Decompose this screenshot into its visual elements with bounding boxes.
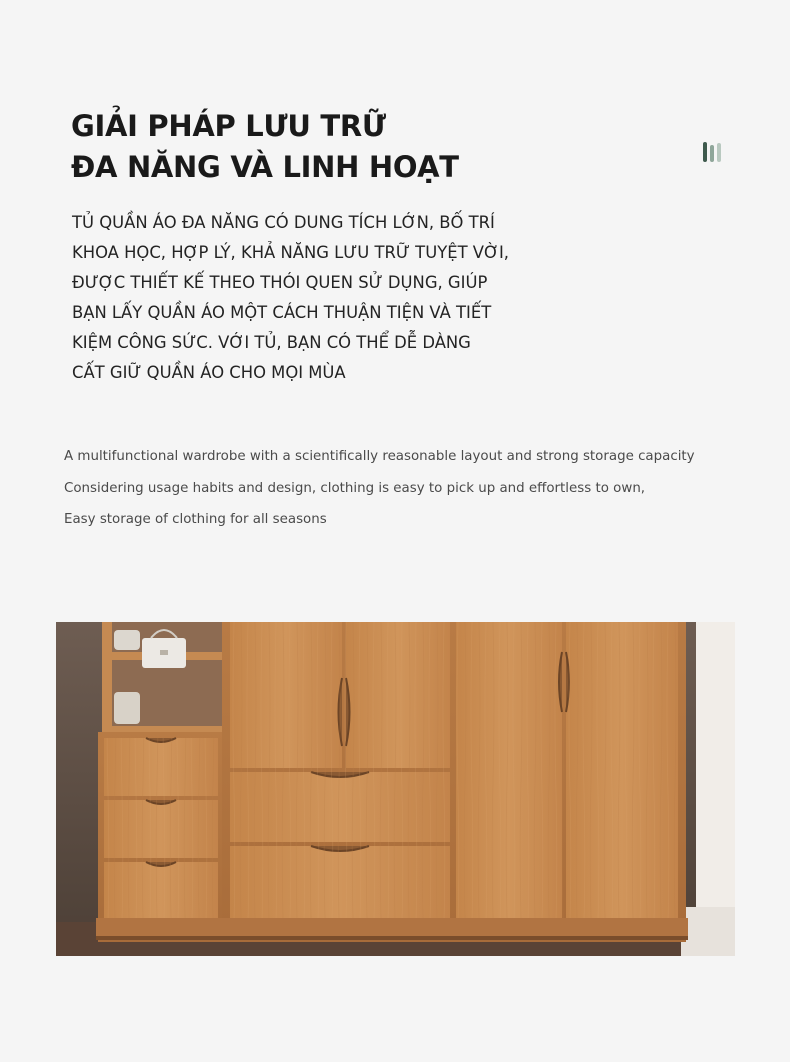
description-line: BẠN LẤY QUẦN ÁO MỘT CÁCH THUẬN TIỆN VÀ TIẾT (72, 303, 492, 322)
wooden-wardrobe-photo (56, 622, 735, 956)
wardrobe-illustration (56, 622, 735, 956)
bar (717, 143, 721, 162)
description-line: TỦ QUẦN ÁO ĐA NĂNG CÓ DUNG TÍCH LỚN, BỐ TRÍ (72, 213, 495, 232)
description-line: Considering usage habits and design, clothing is easy to pick up and effortless to own, (64, 480, 646, 496)
english-description (64, 441, 695, 536)
bar (710, 145, 714, 162)
description-line: KIỆM CÔNG SỨC. VỚI TỦ, BẠN CÓ THỂ DỄ DÀNG (72, 333, 471, 352)
description-line: CẤT GIỮ QUẦN ÁO CHO MỌI MÙA (72, 363, 346, 382)
description-line: Easy storage of clothing for all seasons (64, 512, 327, 527)
bar (703, 142, 707, 162)
description-line: A multifunctional wardrobe with a scientifically reasonable layout and strong storage capacity (64, 449, 695, 464)
description-line: ĐƯỢC THIẾT KẾ THEO THÓI QUEN SỬ DỤNG, GIÚP (72, 273, 488, 292)
bars-icon (703, 140, 723, 162)
heading-line: GIẢI PHÁP LƯU TRỮ (71, 109, 386, 143)
description-line: KHOA HỌC, HỢP LÝ, KHẢ NĂNG LƯU TRỮ TUYỆT VỜI, (72, 243, 510, 262)
page-heading (71, 106, 459, 188)
heading-line: ĐA NĂNG VÀ LINH HOẠT (71, 150, 459, 184)
vietnamese-description (72, 208, 509, 388)
